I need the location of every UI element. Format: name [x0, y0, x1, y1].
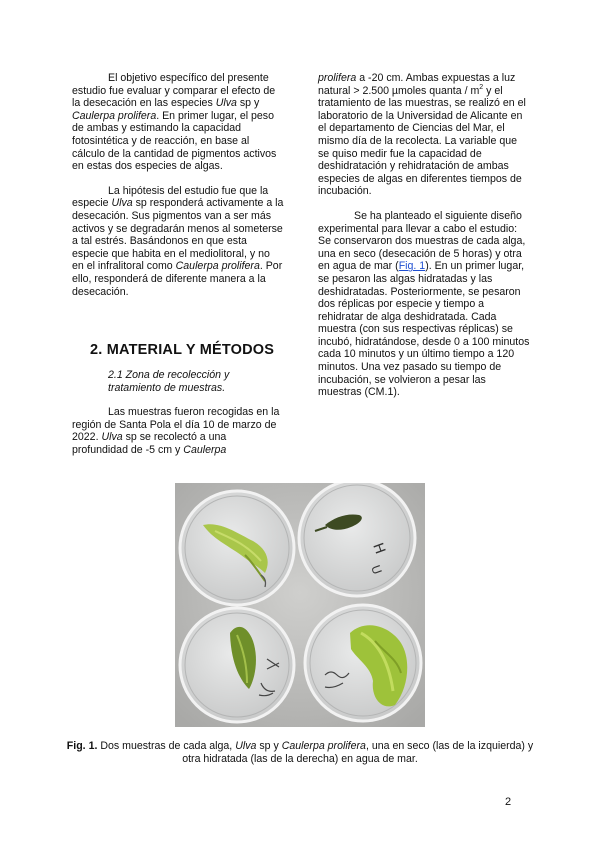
text-run: sp responderá activamente a la desecación. Sus pigmentos van a ser más activos y se degradarán menos al someterse a tal estrés. Basándonos en que esta especie que habita en el mediolitoral, y no en el infralitoral como — [72, 197, 284, 273]
text-run: Caulerpa prolifera — [72, 109, 157, 122]
dish-label-h: H — [369, 540, 388, 557]
text-run: Se ha planteado el siguiente diseño experimental para llevar a cabo el estudio: Se conservaron dos muestras de cada alga, una en seco (desecación de 5 horas) y otra en agua de mar ( — [318, 209, 526, 273]
text-run: y el tratamiento de las muestras, se realizó en el laboratorio de la Universidad de Alicante en el departamento de Ciencias del Mar, el mismo día de la recolecta. La variable que se quiso medir fue la capacidad de deshidratación y rehidratación de ambas especies de algas en diferentes tiempos de incubación. — [318, 84, 526, 198]
text-run: 2 — [479, 83, 484, 91]
subsection-heading: 2.1 Zona de recolección y tratamiento de muestras. — [108, 369, 230, 394]
dish-ulva-hydrated — [180, 608, 294, 722]
text-run: sp y — [256, 740, 282, 752]
dish-label-u: U — [368, 563, 385, 577]
design-paragraph — [318, 210, 530, 399]
petri-dishes-photo — [175, 483, 425, 727]
left-column — [72, 72, 284, 457]
hypothesis-paragraph — [72, 185, 284, 298]
text-run: . Por ello, responderá de diferente manera a la desecación. — [72, 260, 283, 298]
figure-link[interactable]: Fig. 1 — [398, 260, 426, 273]
text-run: prolifera — [318, 72, 357, 84]
dish-caulerpa-hydrated — [305, 605, 421, 721]
text-run: Ulva — [215, 97, 237, 110]
text-run: Ulva — [111, 197, 133, 210]
right-column — [318, 72, 530, 399]
page-number: 2 — [505, 796, 512, 808]
text-run: . En primer lugar, el peso de ambas y estimando la capacidad fotosintética y de reacción, en base al cálculo de la cantidad de pigmentos activos en estas dos especies de algas. — [72, 109, 277, 173]
text-run: El objetivo específico del presente estudio fue evaluar y comparar el efecto de la desecación en las especies — [72, 72, 276, 110]
text-run: sp se recolectó a una profundidad de -5 cm y — [72, 431, 227, 457]
text-run: La hipótesis del estudio fue que la especie — [72, 184, 269, 210]
text-run: Ulva — [101, 431, 123, 444]
dish-ulva-dry — [180, 491, 294, 605]
text-run: Caulerpa prolifera — [175, 260, 260, 273]
petri-dishes-illustration — [175, 483, 425, 727]
text-run: Fig. 1. — [66, 740, 98, 752]
dish-caulerpa-dry — [299, 483, 415, 596]
section-heading: 2. MATERIAL Y MÉTODOS — [90, 342, 275, 359]
text-run: Las muestras fueron recogidas en la región de Santa Pola el día 10 de marzo de 2022. — [72, 406, 280, 444]
text-run: Caulerpa prolifera — [281, 740, 366, 752]
continuation-paragraph — [318, 72, 530, 198]
text-run: Dos muestras de cada alga, — [97, 740, 236, 752]
figure-caption — [60, 740, 540, 766]
text-run: ). En un primer lugar, se pesaron las algas hidratadas y las deshidratadas. Posteriormente, se pesaron dos réplicas por especie y tiempo a rehidratar de alga deshidratada. Cada muestra (con sus respectivas réplicas) se incubó, hidratándose, desde 0 a 100 minutos cada 10 minutos y un último tiempo a 120 minutos. Una vez pasado su tiempo de incubación, se volvieron a pesar las muestras (CM.1). — [318, 260, 530, 399]
text-run: Caulerpa — [183, 444, 227, 457]
intro-paragraph — [72, 72, 284, 173]
text-run: Ulva — [235, 740, 257, 752]
text-run: , una en seco (las de la izquierda) y otra hidratada (las de la derecha) en agua de mar. — [182, 740, 534, 765]
text-run: sp y — [236, 97, 260, 110]
collection-paragraph — [72, 406, 284, 456]
text-run: a -20 cm. Ambas expuestas a luz natural > 2.500 µmoles quanta / m — [318, 72, 516, 97]
